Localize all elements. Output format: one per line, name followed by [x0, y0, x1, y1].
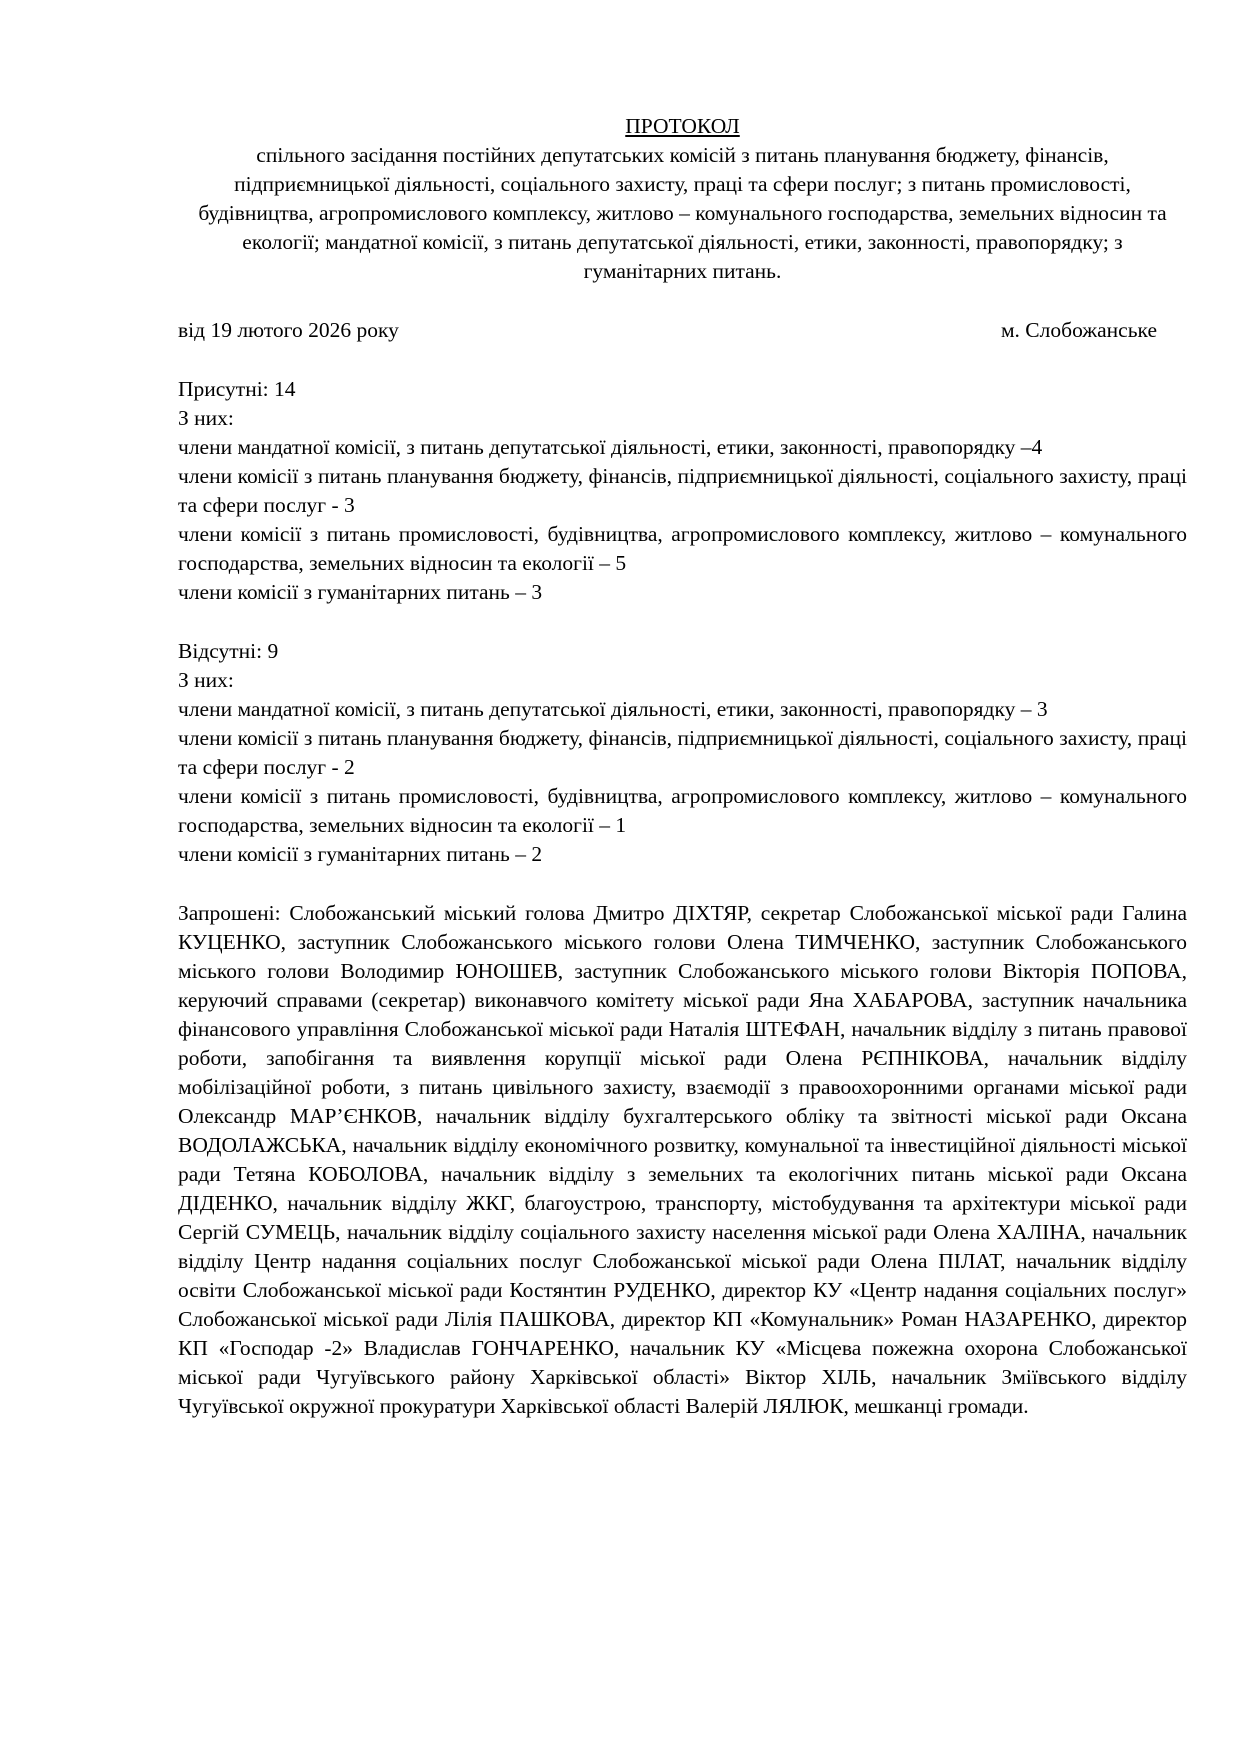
absent-heading: Відсутні: 9 [178, 639, 279, 663]
document-page [178, 112, 1187, 1443]
present-of-them: З них: [178, 406, 234, 430]
absent-section [178, 637, 1187, 869]
document-subtitle: спільного засідання постійних депутатських комісій з питань планування бюджету, фінансів, підприємницької діяльності, соціального захисту, праці та сфери послуг; з питань промисловості, будівництва, агропромислового комплексу, житлово – комунального господарства, земельних відносин та екології; мандатної комісії, з питань депутатської діяльності, етики, законності, правопорядку; з гуманітарних питань. [198, 143, 1167, 283]
present-line: члени мандатної комісії, з питань депутатської діяльності, етики, законності, правопорядку –4 [178, 435, 1043, 459]
meeting-place: м. Слобожанське [1000, 318, 1157, 342]
absent-line: члени комісії з питань планування бюджету, фінансів, підприємницької діяльності, соціального захисту, праці та сфери послуг - 2 [178, 726, 1187, 779]
absent-line: члени мандатної комісії, з питань депутатської діяльності, етики, законності, правопорядку – 3 [178, 697, 1048, 721]
present-line: члени комісії з питань планування бюджету, фінансів, підприємницької діяльності, соціального захисту, праці та сфери послуг - 3 [178, 464, 1187, 517]
absent-of-them: З них: [178, 668, 234, 692]
invited-paragraph: Запрошені: Слобожанський міський голова Дмитро ДІХТЯР, секретар Слобожанської міської ради Галина КУЦЕНКО, заступник Слобожанського міського голови Олена ТИМЧЕНКО, заступник Слобожанського міського голови Володимир ЮНОШЕВ, заступник Слобожанського міського голови Вікторія ПОПОВА, керуючий справами (секретар) виконавчого комітету міської ради Яна ХАБАРОВА, заступник начальника фінансового управління Слобожанської міської ради Наталія ШТЕФАН, начальник відділу з питань правової роботи, запобігання та виявлення корупції міської ради Олена РЄПНІКОВА, начальник відділу мобілізаційної роботи, з питань цивільного захисту, взаємодії з правоохоронними органами міської ради Олександр МАР’ЄНКОВ, начальник відділу бухгалтерського обліку та звітності міської ради Оксана ВОДОЛАЖСЬКА, начальник відділу економічного розвитку, комунальної та інвестиційної діяльності міської ради Тетяна КОБОЛОВА, начальник відділу з земельних та екологічних питань міської ради Оксана ДІДЕНКО, начальник відділу ЖКГ, благоустрою, транспорту, містобудування та архітектури міської ради Сергій СУМЕЦЬ, начальник відділу соціального захисту населення міської ради Олена ХАЛІНА, начальник відділу Центр надання соціальних послуг Слобожанської міської ради Олена ПІЛАТ, начальник відділу освіти Слобожанської міської ради Костянтин РУДЕНКО, директор КУ «Центр надання соціальних послуг» Слобожанської міської ради Лілія ПАШКОВА, директор КП «Комунальник» Роман НАЗАРЕНКО, директор КП «Господар -2» Владислав ГОНЧАРЕНКО, начальник КУ «Місцева пожежна охорона Слобожанської міської ради Чугуївського району Харківської області» Віктор ХІЛЬ, начальник Зміївського відділу Чугуївської окружної прокуратури Харківської області Валерій ЛЯЛЮК, мешканці громади. [178, 901, 1187, 1418]
absent-line: члени комісії з гуманітарних питань – 2 [178, 842, 543, 866]
date-place-row [178, 316, 1187, 345]
present-line: члени комісії з питань промисловості, будівництва, агропромислового комплексу, житлово – комунального господарства, земельних відносин та екології – 5 [178, 522, 1187, 575]
present-heading: Присутні: 14 [178, 377, 296, 401]
document-title: ПРОТОКОЛ [625, 114, 740, 138]
present-section [178, 375, 1187, 607]
meeting-date: від 19 лютого 2026 року [178, 318, 399, 342]
present-line: члени комісії з гуманітарних питань – 3 [178, 580, 543, 604]
absent-line: члени комісії з питань промисловості, будівництва, агропромислового комплексу, житлово – комунального господарства, земельних відносин та екології – 1 [178, 784, 1187, 837]
